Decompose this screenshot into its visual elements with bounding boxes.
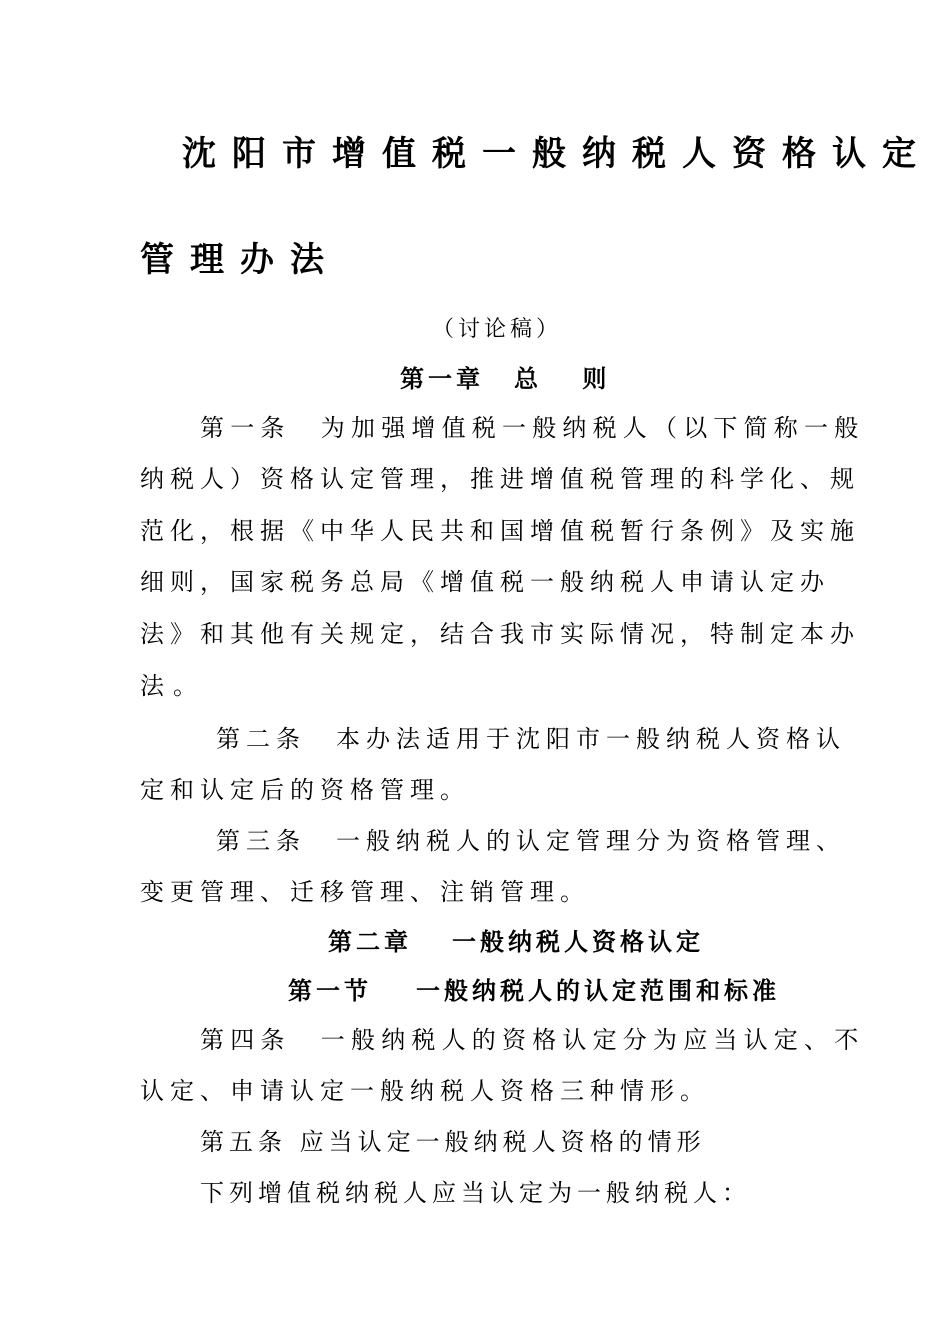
article3-line: 变更管理、迁移管理、注销管理。 (140, 878, 590, 906)
article1-line: 范化，根据《中华人民共和国增值税暂行条例》及实施 (140, 517, 860, 545)
article2-line: 定和认定后的资格管理。 (140, 776, 470, 804)
chapter2-title: 一般纳税人资格认定 (452, 928, 704, 956)
article2-line: 第二条 本办法适用于沈阳市一般纳税人资格认 (216, 725, 846, 753)
article1-line: 第一条 为加强增值税一般纳税人（以下简称一般 (200, 414, 865, 442)
article5-line: 第五条 应当认定一般纳税人资格的情形 (200, 1128, 706, 1156)
article4-line: 第四条 一般纳税人的资格认定分为应当认定、不 (200, 1026, 865, 1054)
article1-line: 细则，国家税务总局《增值税一般纳税人申请认定办 (140, 568, 830, 596)
article1-line: 法。 (140, 672, 206, 700)
article5-line: 下列增值税纳税人应当认定为一般纳税人： (200, 1179, 751, 1207)
section1-title: 一般纳税人的认定范围和标准 (416, 977, 780, 1005)
chapter2-heading (328, 926, 704, 958)
chapter1-title: 总 则 (514, 365, 611, 393)
document-title-line1: 沈阳市增值税一般纳税人资格认定 (182, 134, 932, 174)
article3-line: 第三条 一般纳税人的认定管理分为资格管理、 (216, 827, 846, 855)
chapter1-number: 第一章 (400, 365, 484, 393)
chapter1-heading (400, 363, 610, 395)
section1-number: 第一节 (288, 977, 372, 1005)
article1-line: 纳税人）资格认定管理，推进增值税管理的科学化、规 (140, 465, 860, 493)
article1-line: 法》和其他有关规定，结合我市实际情况，特制定本办 (140, 620, 860, 648)
chapter2-number: 第二章 (328, 928, 412, 956)
section1-heading (288, 975, 780, 1007)
document-subtitle: （讨论稿） (432, 317, 563, 342)
document-title-line2: 管理办法 (140, 240, 340, 280)
article4-line: 认定、申请认定一般纳税人资格三种情形。 (140, 1077, 710, 1105)
